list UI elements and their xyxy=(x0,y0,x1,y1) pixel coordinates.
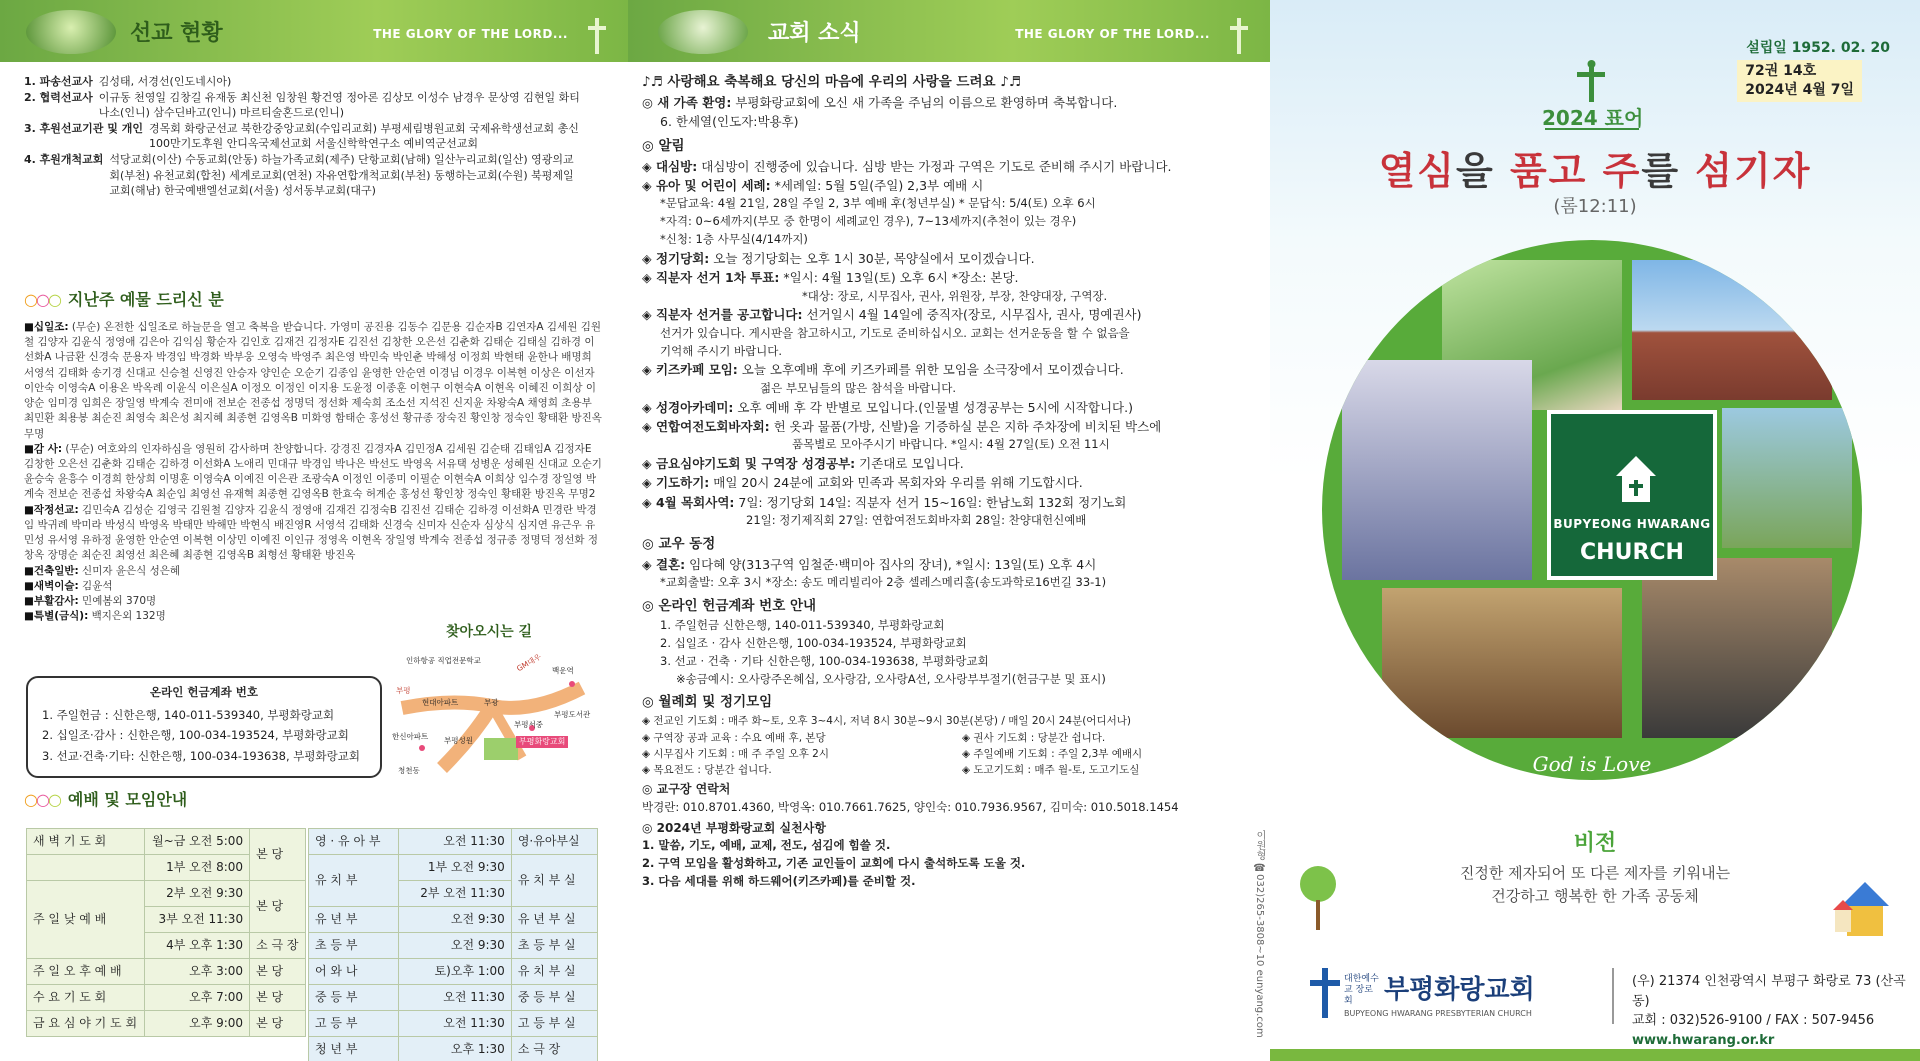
meeting-item: ◈ 시무집사 기도회 : 매 주 주일 오후 2시 xyxy=(642,747,829,760)
practice-heading: ◎ 2024년 부평화랑교회 실천사항 xyxy=(642,820,826,835)
map-label: 부평성원 xyxy=(444,736,473,745)
church-building-photo xyxy=(1632,260,1832,400)
meeting-heading: ◎ 월례회 및 정기모임 xyxy=(642,694,773,711)
notice-sub: *자격: 0~6세까지(부모 중 한명이 세례교인 경우), 7~13세까지(추천이 있는 경우) xyxy=(660,214,1077,229)
map-label: 부평서중 xyxy=(514,720,543,729)
offering-list xyxy=(24,320,604,624)
vision-title: 비전 xyxy=(1573,831,1617,856)
account-box-title: 온라인 헌금계좌 번호 xyxy=(150,685,258,699)
bible-reference: (롬12:11) xyxy=(1553,196,1637,217)
volume-number: 72권 14호 xyxy=(1745,63,1817,79)
meeting-list xyxy=(642,713,1257,778)
mission-column xyxy=(0,0,628,1061)
mission-banner xyxy=(0,0,628,62)
bottom-strip xyxy=(1270,1049,1920,1061)
practice-item: 1. 말씀, 기도, 예배, 교제, 전도, 섬김에 힘쓸 것. xyxy=(642,838,891,853)
choir-photo xyxy=(1382,588,1622,738)
offering-building: ■건축일반: 신미자 윤은식 성은혜 xyxy=(24,564,181,577)
issue-date: 2024년 4월 7일 xyxy=(1745,81,1854,98)
child-praying-photo xyxy=(1342,360,1532,580)
account-line: 1. 주일헌금 신한은행, 140-011-539340, 부평화랑교회 xyxy=(660,618,945,633)
church-emblem xyxy=(1547,410,1717,580)
mission-item-1: 1. 파송선교사 김성태, 서경선(인도네시아) xyxy=(24,75,232,88)
map-label: 부평 xyxy=(396,686,411,695)
offering-tithe: ■십일조: (무순) 온전한 십일조로 하늘문을 열고 축복을 받습니다. 가영미 공진용 김동수 김문용 김순자B 김연자A 김세원 김원철 김양자 김윤식 정영애 김은아 김익심 황순자 김인호 김재건 김정자E 김진선 김창한 오은선 김춘화 김태순 김태실 김하경 이선화A 나금환 신경숙 문용자 박경임 박경화 박부웅 오영숙 박영주 최은영 박민숙 박인춘 박해성 이정희 박현태 윤한나 배명희 서영석 김태화 송기경 신대교 신승철 신영진 안승자 양인순 오순기 김종임 윤영한 안순연 이경님 이경우 이복현 이상은 이선자 이안숙 이영숙A 이용온 박옥례 이윤식 이은실A 이정오 이정인 이지용 도윤정 이종훈 이현구 이현숙A 이현옥 이혜진 이희상 이양순 임미경 임희은 장일영 박계숙 전미애 전보순 전종섭 정명덕 정선화 제숙희 조소선 지석진 신지윤 차왕숙A 채영희 초용부 최민환 최용봉 최순진 최영숙 최은성 최지혜 최종현 김영옥B 미화영 함태순 홍성선 황규종 장숙진 황인창 정숙인 황태환 방진옥 무명 xyxy=(24,321,602,440)
photo-collage xyxy=(1322,240,1862,780)
cross-statue-icon xyxy=(588,18,606,54)
song-line: ♪♬ 사랑해요 축복해요 당신의 마음에 우리의 사랑을 드려요 ♪♬ xyxy=(642,74,1021,90)
notice-item: ◈ 연합여전도회바자회: 헌 옷과 물품(가방, 신발)을 기증하실 분은 지하 주차장에 비치된 박스에 xyxy=(642,418,1162,434)
denomination-label: 대한예수교 장로회 xyxy=(1344,974,1379,1006)
issue-info xyxy=(1737,60,1862,102)
glory-text: THE GLORY OF THE LORD... xyxy=(1015,27,1210,41)
contact-info xyxy=(1632,972,1910,1050)
account-line-1: 1. 주일헌금 : 신한은행, 140-011-539340, 부평화랑교회 xyxy=(42,707,335,722)
notice-item: ◈ 직분자 선거 1차 투표: *일시: 4월 13일(토) 오후 6시 *장소: 본당. xyxy=(642,270,1019,286)
year-motto: 열심을 품고 주를 섬기자 xyxy=(1378,149,1812,193)
welcome-line: ◎ 새 가족 환영: 부평화랑교회에 오신 새 가족을 주님의 이름으로 환영하며 축복합니다. xyxy=(642,94,1118,110)
map-church-label: 부평화랑교회 xyxy=(516,736,568,748)
news-column xyxy=(628,0,1270,1061)
news-banner xyxy=(628,0,1270,62)
notice-item: ◈ 금요심야기도회 및 구역장 성경공부: 기존대로 모입니다. xyxy=(642,456,964,472)
mission-title: 선교 현황 xyxy=(130,21,223,46)
meeting-item: ◈ 도고기도회 : 매주 월-토, 도고기도실 xyxy=(962,764,1140,777)
account-line-3: 3. 선교·건축·기타: 신한은행, 100-034-193638, 부평화랑교회 xyxy=(42,749,360,764)
mission-item-3: 3. 후원선교기관 및 개인 경목회 화랑군선교 북한강중앙교회(수입리교회) 부평세림병원교회 국제유학생선교회 총신100만기도후원 안디옥국제선교회 서울신학학연구소 예비역군선교회 xyxy=(24,121,579,151)
offering-mission: ■작정선교: 김민숙A 김성순 김영국 김원철 김양자 김윤식 정영애 김재건 김정숙B 김진선 김태순 김하경 이선화A 민경란 박경임 박귀례 박미라 박성식 박영옥 박태만 박해만 박현식 배진영R 서영석 김태화 신경숙 신미자 신순자 심상식 심지연 유근우 유민성 유서영 유하정 윤영한 안순연 이복현 이상민 이예진 이인규 정영옥 이현옥 장일영 박계숙 전종섭 정규종 정명덕 정선화 정창옥 장명순 최순진 최영선 최은혜 최종현 김영옥B 최형선 황태환 방진옥 xyxy=(24,503,599,562)
notice-sub: 기억해 주시기 바랍니다. xyxy=(660,343,783,358)
church-english-name: BUPYEONG HWARANG PRESBYTERIAN CHURCH xyxy=(1344,1009,1532,1018)
church-house-icon xyxy=(1614,454,1658,504)
meeting-item: ◈ 권사 기도회 : 당분간 쉽니다. xyxy=(962,731,1106,744)
divider xyxy=(1612,968,1614,1024)
church-footer xyxy=(1290,968,1910,1048)
notice-item: ◈ 성경아카데미: 오후 예배 후 각 반별로 모입니다.(인물별 성경공부는 5시에 시작합니다.) xyxy=(642,399,1133,415)
jesus-statue-icon xyxy=(1577,60,1605,102)
notice-item: ◈ 4월 목회사역: 7일: 정기당회 14일: 직분자 선거 15~16일: 한남노회 132회 정기노회 xyxy=(642,494,1127,510)
news-title: 교회 소식 xyxy=(768,21,861,46)
emblem-subtitle: BUPYEONG HWARANG xyxy=(1553,517,1711,531)
map-label: GM대우 xyxy=(515,652,543,674)
wooden-cross-photo xyxy=(1722,408,1852,548)
account-example: ※송금예시: 오사랑주온혜십, 오사랑감, 오사랑A선, 오사랑부부절기(헌금구분 및 표시) xyxy=(676,671,1106,686)
established-date: 설립일 1952. 02. 20 xyxy=(1746,40,1890,56)
notice-item: ◈ 유아 및 어린이 세례: *세례일: 5월 5일(주일) 2,3부 예배 시 xyxy=(642,177,984,193)
meeting-item: ◈ 전교인 기도회 : 매주 화~토, 오후 3~4시, 저녁 8시 30분~9시 30분(본당) / 매일 20시 24분(어디서나) xyxy=(642,715,1131,728)
cross-statue-icon xyxy=(1230,18,1248,54)
meeting-item: ◈ 목요전도 : 당분간 쉽니다. xyxy=(642,764,772,777)
vision-text: 진정한 제자되어 또 다른 제자를 키워내는 건강하고 행복한 한 가족 공동체 xyxy=(1459,864,1731,905)
notice-item: ◈ 대심방: 대심방이 진행중에 있습니다. 심방 받는 가정과 구역은 기도로 준비해 주시기 바랍니다. xyxy=(642,158,1172,174)
map-label: 부광 xyxy=(484,698,499,707)
notice-sub: *신청: 1층 사무실(4/14까지) xyxy=(660,231,808,246)
member-heading: ◎ 교우 동정 xyxy=(642,536,716,553)
website-link[interactable]: www.hwarang.or.kr xyxy=(1632,1032,1775,1048)
map-label: 인하항공 직업전문학교 xyxy=(406,656,481,665)
notice-sub: *대상: 장로, 시무집사, 권사, 위원장, 부장, 찬양대장, 구역장. xyxy=(802,288,1108,303)
church-name: 부평화랑교회 xyxy=(1384,975,1535,1005)
year-motto-label: 2024 표어 xyxy=(1542,106,1644,130)
marriage-sub: *교회출발: 오후 3시 *장소: 송도 메리빌리아 2층 셀레스메리홀(송도과학로16번길 33-1) xyxy=(660,575,1107,590)
divider xyxy=(1545,128,1639,130)
account-heading: ◎ 온라인 헌금계좌 번호 안내 xyxy=(642,598,817,615)
church-address: (우) 21374 인천광역시 부평구 화랑로 73 (산곡동) xyxy=(1632,974,1906,1009)
meeting-item: ◈ 구역장 공과 교육 : 수요 예배 후, 본당 xyxy=(642,731,826,744)
notice-sub: 선거가 있습니다. 게시판을 참고하시고, 기도로 준비하십시오. 교회는 선거운동을 할 수 없음을 xyxy=(660,325,1130,340)
notice-sub: 품목별로 모아주시기 바랍니다. *일시: 4월 27일(토) 오전 11시 xyxy=(792,437,1110,452)
offering-thanks: ■감 사: (무순) 여호와의 인자하심을 영원히 감사하며 찬양합니다. 강경진 김경자A 김민정A 김세원 김순태 김태임A 김정자E 김창한 오은선 김춘화 김태순 김하경 이선화A 노애리 민대규 박경임 박나은 박선도 박영옥 서유택 성병운 성혜원 신대교 오순기 윤승숙 윤흥수 이경희 한상희 이명훈 이영숙A 이예진 이은관 조광숙A 이정인 이종미 이필순 이현숙A 이희상 임수경 장일영 박계숙 전보순 전종섭 차왕숙A 최순임 최영선 유재혁 최종현 김영옥B 한효숙 허계순 홍성선 황인창 정숙인 황태환 방진옥 무명2 xyxy=(24,442,602,501)
offering-special: ■특별(금식): 백지은외 132명 xyxy=(24,610,166,623)
news-content xyxy=(642,72,1257,891)
offering-easter: ■부활감사: 민예봄외 370명 xyxy=(24,594,157,607)
notice-item: ◈ 키즈카페 모임: 오늘 오후예배 후에 키즈카페를 위한 모임을 소극장에서 모이겠습니다. xyxy=(642,362,1124,378)
worship-table-school: 영 · 유 아 부 오전 11:30 영·유아부실 유 치 부 1부 오전 9:30 유 치 부 실 2부 오전 11:30 유 년 부 오전 9:30 유 년 부 실 초 등 부 오전 9:30 초 등 부 실 어 와 나 토)오후 1:00 유 치 부 실 중 등 부 오전 11:30 중 등 부 실 고 등 부 오전 11:30 고 등 부 실 청 년 부 오후 1:30 소 극 장 xyxy=(308,828,598,1061)
notice-item: ◈ 기도하기: 매일 20시 24분에 교회와 민족과 목회자와 우리를 위해 기도합시다. xyxy=(642,475,1083,491)
notice-sub: *문답교육: 4월 21일, 28일 주일 2, 3부 예배 후(청년부실) * 문답식: 5/4(토) 오후 6시 xyxy=(660,196,1096,211)
notice-item: ◈ 직분자 선거를 공고합니다: 선거일시 4월 14일에 중직자(장로, 시무집사, 권사, 명예권사) xyxy=(642,307,1142,323)
globe-image xyxy=(26,10,116,54)
account-line: 3. 선교 · 건축 · 기타 신한은행, 100-034-193638, 부평화랑교회 xyxy=(660,653,989,668)
cover-column xyxy=(1270,0,1920,1061)
map-label: 청천동 xyxy=(398,766,420,775)
map-label: 한신아파트 xyxy=(392,732,429,741)
tree-icon xyxy=(1298,862,1338,932)
notice-item: ◈ 정기당회: 오늘 정기당회는 오후 1시 30분, 목양실에서 모이겠습니다. xyxy=(642,250,1035,266)
offering-heading: ○○○ 지난주 예물 드리신 분 xyxy=(24,290,224,309)
account-line: 2. 십일조 · 감사 신한은행, 100-034-193524, 부평화랑교회 xyxy=(660,635,967,650)
worship-table-adult: 새 벽 기 도 회 월~금 오전 5:00 본 당 1부 오전 8:00 주 일 낮 예 배 2부 오전 9:30 본 당 3부 오전 11:30 4부 오후 1:30 소 극 장 주 일 오 후 예 배 오후 3:00 본 당 수 요 기 도 회 오후 7:00 본 당 금 요 심 야 기 도 회 오후 9:00 본 당 xyxy=(26,828,306,1037)
meeting-item: ◈ 주일예배 기도회 : 주일 2,3부 예배시 xyxy=(962,747,1143,760)
directions-title: 찾아오시는 길 xyxy=(446,624,533,640)
map-label: 백운역 xyxy=(552,666,574,675)
map-label: 현대아파트 xyxy=(422,698,459,707)
account-box xyxy=(26,676,382,778)
church-logo-icon xyxy=(1310,968,1340,1018)
mission-item-4: 4. 후원개척교회 석당교회(이산) 수동교회(안동) 하늘가족교회(제주) 단항교회(남해) 일산누리교회(일산) 영광의교회(부천) 유천교회(합천) 세계로교회(연천) 자유연합개척교회(부천) 동행하는교회(수원) 북평제일교회(해남) 한국예밴엘선교회(서울) 성서동부교회(대구) xyxy=(24,153,574,198)
map-label: 부평도서관 xyxy=(554,710,591,719)
notice-sub: 21일: 정기제직회 27일: 연합여전도회바자회 28일: 찬양대헌신예배 xyxy=(746,513,1087,528)
church-phone: 교회 : 032)526-9100 / FAX : 507-9456 xyxy=(1632,1013,1875,1028)
houses-icon xyxy=(1825,880,1905,940)
printer-credit: 이원형 ☎032)265-3808~10 eunyang.com xyxy=(1254,830,1265,1038)
god-is-love-text: God is Love xyxy=(1532,752,1652,776)
welcome-name: 6. 한세열(인도자:박용후) xyxy=(660,114,799,130)
practice-item: 3. 다음 세대를 위해 하드웨어(키즈카페)를 준비할 것. xyxy=(642,873,916,888)
mission-item-2: 2. 협력선교사 이규동 천영일 김창길 유재동 최신천 임창원 황건영 정아론 김상모 이성수 남경우 문상영 김현일 화티나소(인니) 삼수딘바고(인니) 마르티술혼드로(인니) xyxy=(24,90,580,120)
pastor-baptism-photo xyxy=(1642,558,1832,738)
offering-dawn: ■새벽이슬: 김윤석 xyxy=(24,579,113,592)
account-line-2: 2. 십일조·감사 : 신한은행, 100-034-193524, 부평화랑교회 xyxy=(42,728,349,743)
contact-line: 박경란: 010.8701.4360, 박영옥: 010.7661.7625, 양인숙: 010.7936.9567, 김미숙: 010.5018.1454 xyxy=(642,799,1179,814)
emblem-title: CHURCH xyxy=(1580,540,1684,566)
landscape-image xyxy=(658,10,748,54)
notice-heading: ◎ 알림 xyxy=(642,137,685,154)
marriage-line: ◈ 결혼: 임다혜 양(313구역 임철준·백미아 집사의 장녀), *일시: 13일(토) 오후 4시 xyxy=(642,556,1097,572)
glory-text: THE GLORY OF THE LORD... xyxy=(373,27,568,41)
contact-heading: ◎ 교구장 연락처 xyxy=(642,782,731,797)
worship-heading: ○○○ 예배 및 모임안내 xyxy=(24,790,188,809)
directions-map xyxy=(392,622,618,790)
notice-sub: 젊은 부모님들의 많은 참석을 바랍니다. xyxy=(760,380,957,395)
practice-item: 2. 구역 모임을 활성화하고, 기존 교인들이 교회에 다시 출석하도록 도울 것. xyxy=(642,856,1026,871)
